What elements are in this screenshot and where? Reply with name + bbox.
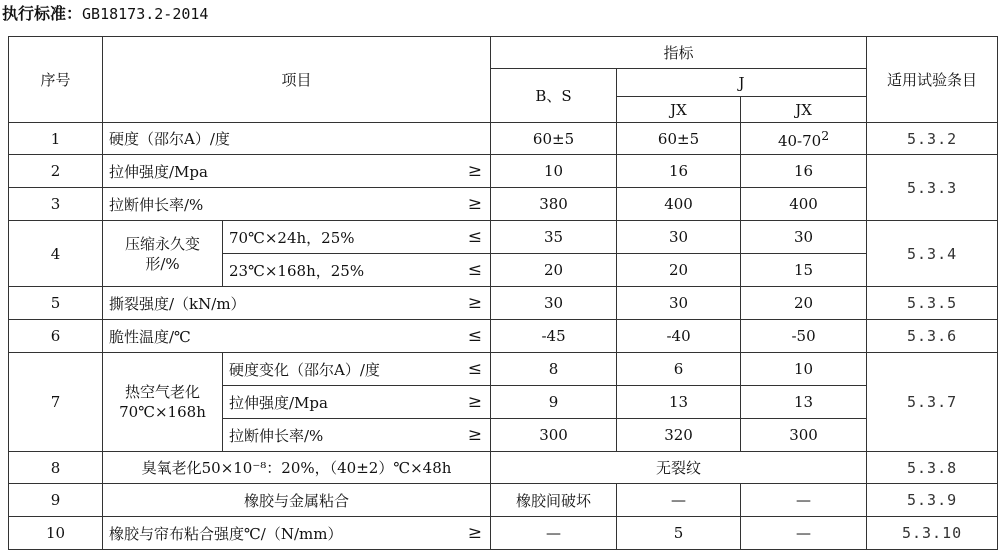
cell-bs: — (491, 517, 617, 550)
cell-jx2: — (741, 517, 867, 550)
cell-jx1: 6 (617, 353, 741, 386)
table-row (9, 155, 998, 188)
header-jx-1: JX (617, 97, 741, 123)
row-item: 橡胶与帘布粘合强度℃/（N/mm） (103, 517, 438, 550)
cell-jx1: 60±5 (617, 123, 741, 155)
standard-line (2, 2, 208, 26)
table-row (9, 287, 998, 320)
comparison-symbol: ≤ (438, 353, 491, 386)
row-condition: 23℃×168h，25% (223, 254, 438, 287)
cell-jx2: 30 (741, 221, 867, 254)
comparison-symbol: ≥ (438, 188, 491, 221)
row-seq: 3 (9, 188, 103, 221)
row-clause: 5.3.6 (867, 320, 998, 353)
table-row (9, 484, 998, 517)
row-condition: 硬度变化（邵尔A）/度 (223, 353, 438, 386)
table-row (9, 221, 998, 254)
cell-bs: 9 (491, 386, 617, 419)
row-item: 橡胶与金属粘合 (103, 484, 491, 517)
comparison-symbol: ≤ (438, 320, 491, 353)
header-clause: 适用试验条目 (867, 37, 998, 123)
row-clause: 5.3.5 (867, 287, 998, 320)
row-item: 拉伸强度/Mpa (103, 155, 438, 188)
row-clause: 5.3.10 (867, 517, 998, 550)
header-jx-2: JX (741, 97, 867, 123)
table-row (9, 353, 998, 386)
table-row (9, 320, 998, 353)
row-seq: 1 (9, 123, 103, 155)
row-item: 臭氧老化50×10⁻⁸：20%，（40±2）℃×48h (103, 452, 491, 484)
comparison-symbol: ≤ (438, 254, 491, 287)
comparison-symbol: ≥ (438, 517, 491, 550)
cell-jx1: — (617, 484, 741, 517)
cell-jx2: 16 (741, 155, 867, 188)
cell-jx1: 30 (617, 221, 741, 254)
row-clause: 5.3.8 (867, 452, 998, 484)
row-condition: 拉伸强度/Mpa (223, 386, 438, 419)
table-row (9, 517, 998, 550)
row-clause: 5.3.9 (867, 484, 998, 517)
row-item: 撕裂强度/（kN/m） (103, 287, 438, 320)
cell-bs: 60±5 (491, 123, 617, 155)
cell-jx2: 10 (741, 353, 867, 386)
header-bs: B、S (491, 69, 617, 123)
cell-bs: 8 (491, 353, 617, 386)
row-condition: 70℃×24h，25% (223, 221, 438, 254)
cell-jx2: 400 (741, 188, 867, 221)
row-seq: 4 (9, 221, 103, 287)
row-clause: 5.3.7 (867, 353, 998, 452)
standard-label: 执行标准： (2, 4, 83, 23)
cell-jx2: 300 (741, 419, 867, 452)
row-item: 硬度（邵尔A）/度 (103, 123, 491, 155)
cell-merged-value: 无裂纹 (491, 452, 867, 484)
cell-jx2: 20 (741, 287, 867, 320)
spec-table (8, 36, 998, 550)
cell-jx2: — (741, 484, 867, 517)
row-clause: 5.3.2 (867, 123, 998, 155)
row-seq: 6 (9, 320, 103, 353)
cell-jx1: 20 (617, 254, 741, 287)
row-item: 拉断伸长率/% (103, 188, 438, 221)
cell-jx1: 30 (617, 287, 741, 320)
standard-code: GB18173.2-2014 (82, 5, 209, 23)
comparison-symbol: ≥ (438, 155, 491, 188)
cell-jx1: 320 (617, 419, 741, 452)
cell-bs: 20 (491, 254, 617, 287)
row-item: 脆性温度/℃ (103, 320, 438, 353)
cell-jx2: 15 (741, 254, 867, 287)
cell-bs: 380 (491, 188, 617, 221)
cell-bs: -45 (491, 320, 617, 353)
cell-jx1: 16 (617, 155, 741, 188)
cell-jx2-value: 40-70 (777, 131, 822, 150)
row-seq: 7 (9, 353, 103, 452)
footnote-marker: 2 (821, 127, 830, 143)
cell-jx2: 13 (741, 386, 867, 419)
cell-bs: 300 (491, 419, 617, 452)
row-seq: 5 (9, 287, 103, 320)
cell-bs: 30 (491, 287, 617, 320)
header-indicator: 指标 (491, 37, 867, 69)
cell-jx2 (741, 123, 867, 155)
cell-jx1: 13 (617, 386, 741, 419)
table-row (9, 123, 998, 155)
row-group-label: 压缩永久变形/% (103, 221, 223, 287)
cell-bs: 橡胶间破坏 (491, 484, 617, 517)
row-condition: 拉断伸长率/% (223, 419, 438, 452)
row-clause: 5.3.4 (867, 221, 998, 287)
cell-jx1: 5 (617, 517, 741, 550)
header-item: 项目 (103, 37, 491, 123)
cell-jx2: -50 (741, 320, 867, 353)
header-seq: 序号 (9, 37, 103, 123)
row-seq: 2 (9, 155, 103, 188)
table-row (9, 188, 998, 221)
row-seq: 9 (9, 484, 103, 517)
comparison-symbol: ≥ (438, 419, 491, 452)
comparison-symbol: ≥ (438, 287, 491, 320)
comparison-symbol: ≥ (438, 386, 491, 419)
cell-jx1: 400 (617, 188, 741, 221)
row-seq: 8 (9, 452, 103, 484)
comparison-symbol: ≤ (438, 221, 491, 254)
cell-bs: 10 (491, 155, 617, 188)
cell-jx1: -40 (617, 320, 741, 353)
cell-bs: 35 (491, 221, 617, 254)
table-row (9, 452, 998, 484)
row-clause: 5.3.3 (867, 155, 998, 221)
row-group-label: 热空气老化70℃×168h (103, 353, 223, 452)
row-seq: 10 (9, 517, 103, 550)
header-j: J (617, 69, 867, 97)
header-row (9, 37, 998, 69)
